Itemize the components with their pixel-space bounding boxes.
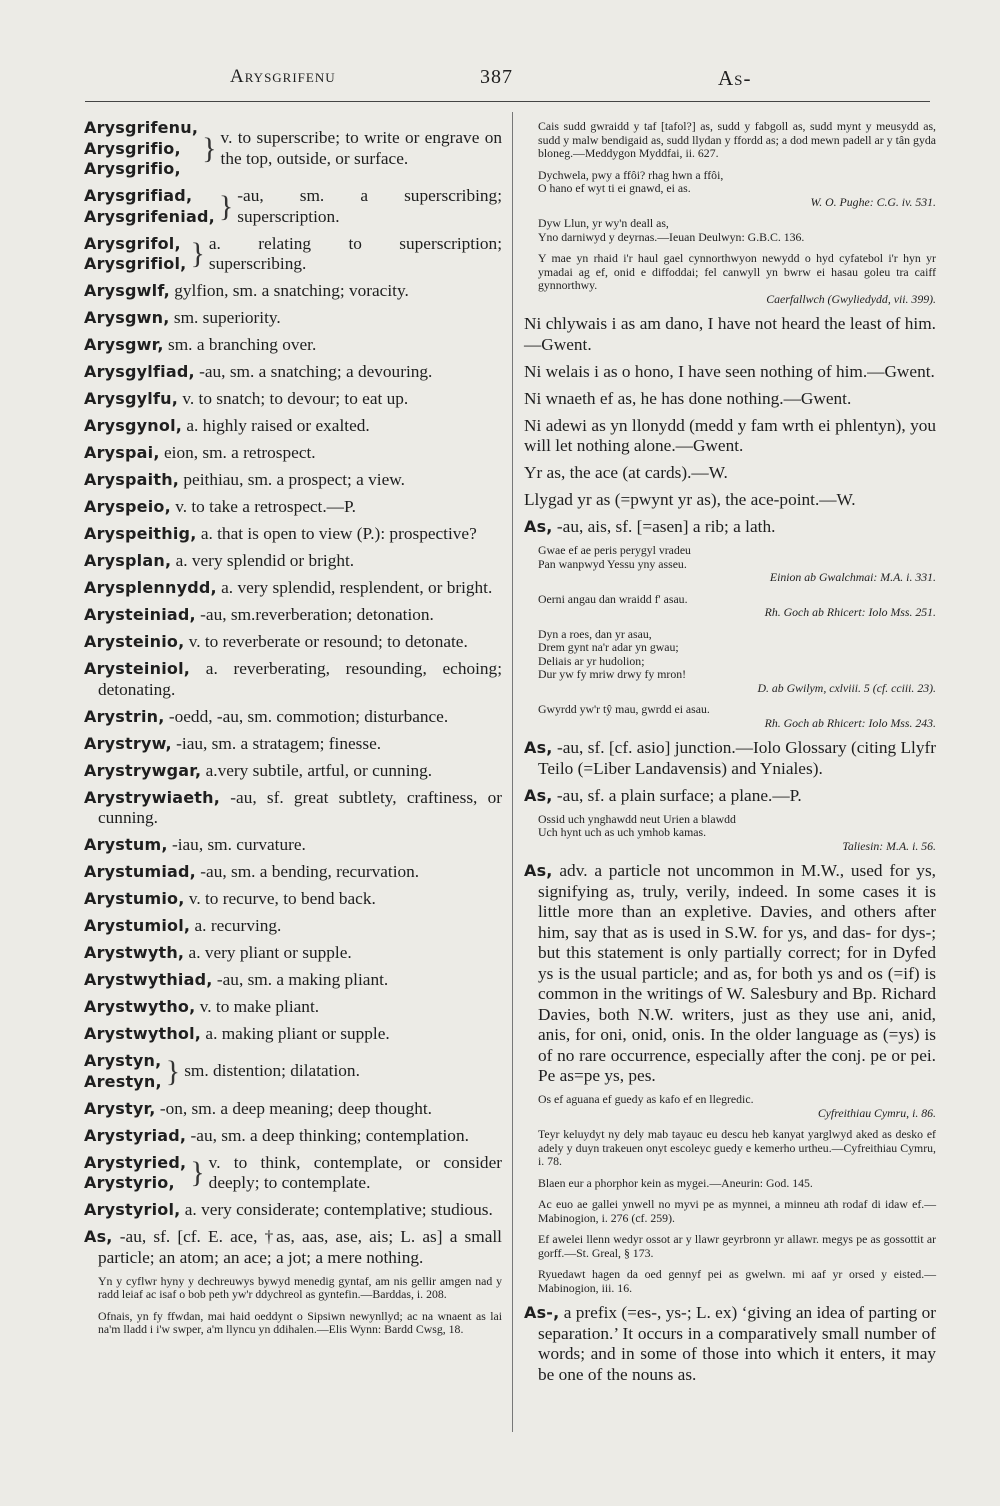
headword: Arysplan, bbox=[84, 551, 172, 570]
definition: a. very pliant or supple. bbox=[188, 943, 352, 962]
quotation bbox=[538, 544, 936, 585]
dictionary-entry bbox=[84, 970, 502, 991]
dictionary-entry bbox=[84, 605, 502, 626]
entry-list bbox=[84, 1200, 502, 1268]
quotation-line: Ef awelei llenn wedyr ossot ar y llawr geyrbronn yr allawr. megys pe as gossottit ar gorff.—St. Greal, § 173. bbox=[538, 1232, 936, 1260]
quotation-line: Uch hynt uch as uch ymhob kamas. bbox=[538, 825, 707, 839]
definition: a. reverberating, resounding, echoing; detonating. bbox=[98, 659, 502, 699]
dictionary-entry bbox=[84, 362, 502, 383]
headword: Arystyried, bbox=[84, 1152, 187, 1172]
quotation bbox=[538, 593, 936, 620]
definition: sm. a branching over. bbox=[168, 335, 317, 354]
definition: a. making pliant or supple. bbox=[205, 1024, 390, 1043]
entry-group-arysgrifol bbox=[84, 234, 502, 275]
dictionary-entry bbox=[84, 707, 502, 728]
quotation-source: W. O. Pughe: C.G. iv. 531. bbox=[810, 194, 936, 209]
entry-group-arystyried bbox=[84, 1153, 502, 1194]
quotation-line: Y mae yn rhaid i'r haul gael cynnorthwyon newydd o hyd cyfatebol i'r hyn yr ymadai ag ef, onid e diffoddai; fel canwyll yn bwrw ei hasau goleu tra caiff gynnorthwy. bbox=[538, 251, 936, 292]
dictionary-entry bbox=[84, 524, 502, 545]
dictionary-entry bbox=[84, 308, 502, 329]
dictionary-entry bbox=[84, 788, 502, 829]
brace-icon: } bbox=[165, 1054, 181, 1088]
quotation-line: Ofnais, yn fy ffwdan, mai haid oeddynt o Sipsiwn newynllyd; ac na wnaent as lai na'm lladd i i'w swper, a'm llyncu yn ddihalen.—Elis Wynn: Bardd Cwsg, 18. bbox=[98, 1308, 502, 1336]
definition: v. to recurve, to bend back. bbox=[188, 889, 376, 908]
quotation-line: Blaen eur a phorphor kein as mygei.—Aneurin: God. 145. bbox=[538, 1175, 813, 1190]
quotation-line: Drem gynt na'r adar yn gwau; bbox=[538, 640, 679, 654]
entry-list bbox=[84, 1099, 502, 1147]
definition: a. very splendid, resplendent, or bright. bbox=[221, 578, 493, 597]
headword: Arystwyth, bbox=[84, 943, 185, 962]
dictionary-entry bbox=[84, 943, 502, 964]
entry-list bbox=[84, 281, 502, 1045]
quotation-line: Ossid uch ynghawdd neut Urien a blawdd bbox=[538, 811, 736, 826]
quotation bbox=[538, 628, 936, 696]
dictionary-entry bbox=[84, 335, 502, 356]
headword: Arysgrifio, bbox=[84, 159, 181, 178]
definition: -au, sm. a making pliant. bbox=[216, 970, 389, 989]
quotation-line: Os ef aguana ef guedy as kafo ef en llegredic. bbox=[538, 1092, 754, 1106]
dictionary-entry bbox=[524, 517, 936, 538]
definition: -oedd, -au, sm. commotion; disturbance. bbox=[168, 706, 449, 726]
headword: As, bbox=[524, 861, 553, 880]
quotation bbox=[538, 217, 936, 244]
quotation bbox=[538, 1093, 936, 1120]
headword: As-, bbox=[524, 1303, 560, 1322]
dictionary-entry bbox=[84, 443, 502, 464]
headword: Arysgrifiad, bbox=[84, 186, 193, 205]
quotation-line: Yn y cyflwr hyny y dechreuwys bywyd menedig gyntaf, am nis gellir amgen nad y radd leiaf ac isaf o bob peth yw'r ddychreol as gyntefin.—Barddas, i. 208. bbox=[98, 1273, 502, 1301]
headword: Arysteiniol, bbox=[84, 659, 191, 678]
page-number: 387 bbox=[480, 66, 513, 88]
dictionary-entry bbox=[84, 281, 502, 302]
headword: Arystwytho, bbox=[84, 997, 196, 1016]
quotation-line: Gwyrdd yw'r tŷ mau, gwrdd ei asau. bbox=[538, 702, 710, 716]
dictionary-entry bbox=[84, 1126, 502, 1147]
headword: Arysgrifio, bbox=[84, 138, 181, 158]
right-column bbox=[524, 118, 936, 1392]
quotation-line: Teyr keluydyt ny dely mab tayauc eu descu heb kanyat yarglwyd aked as desko ef adely y duyn trakeuen onyt escoleyc guedy e kemerho urtheu.—Cyfreithiau Cymru, i. 78. bbox=[538, 1127, 936, 1168]
quotation bbox=[98, 1275, 502, 1302]
definition: v. to take a retrospect.—P. bbox=[175, 497, 356, 516]
dictionary-entry bbox=[524, 861, 936, 1087]
dictionary-entry bbox=[84, 1024, 502, 1045]
quotation-list bbox=[524, 544, 936, 730]
quotation-line: Dur yw fy mriw drwy fy mron! bbox=[538, 667, 687, 681]
headword: Aryspeithig, bbox=[84, 524, 197, 543]
definition: a. highly raised or exalted. bbox=[186, 416, 370, 435]
headword: Arystumiol, bbox=[84, 916, 191, 935]
example-list bbox=[524, 314, 936, 511]
definition: a. very splendid or bright. bbox=[175, 551, 355, 570]
definition: v. to make pliant. bbox=[199, 997, 320, 1016]
column-divider bbox=[512, 112, 513, 1432]
running-head-right: As- bbox=[718, 66, 752, 90]
headword: Arysgrifeniad, bbox=[84, 206, 215, 226]
quotation-line: Ryuedawt hagen da oed gennyf pei as gwelwn. mi aaf yr orsed y eisted.—Mabinogion, iii. 16. bbox=[538, 1267, 936, 1295]
definition: -iau, sm. curvature. bbox=[171, 835, 306, 854]
quotation-line: Yno darniwyd y deyrnas.—Ieuan Deulwyn: G.B.C. 136. bbox=[538, 229, 805, 244]
dictionary-entry bbox=[84, 470, 502, 491]
definition: -au, sm. a snatching; a devouring. bbox=[199, 362, 433, 381]
dictionary-entry bbox=[524, 786, 936, 807]
dictionary-entry bbox=[84, 997, 502, 1018]
headword: Arystrin, bbox=[84, 706, 165, 726]
brace-icon: } bbox=[202, 131, 217, 165]
quotation bbox=[98, 1310, 502, 1337]
definition: -au, sf. a plain surface; a plane.—P. bbox=[556, 785, 802, 805]
brace-icon: } bbox=[190, 237, 205, 270]
headword: Arystrywiaeth, bbox=[84, 787, 221, 807]
quotation-line: Ac euo ae gallei ynwell no myvi pe as mynnei, a minneu ath rodaf di idaw ef.—Mabinogion, i. 276 (cf. 259). bbox=[538, 1197, 936, 1225]
headword: Arystum, bbox=[84, 835, 168, 854]
definition: a prefix (=es-, ys-; L. ex) ‘giving an idea of parting or separation.’ It occurs in a comparatively small number of words; and in some of those into which it enters, it may be one of the nouns as. bbox=[538, 1303, 936, 1384]
dictionary-entry bbox=[84, 578, 502, 599]
dictionary-entry bbox=[84, 734, 502, 755]
dictionary-entry bbox=[84, 416, 502, 437]
dictionary-entry bbox=[84, 1227, 502, 1268]
header-rule bbox=[85, 101, 930, 102]
left-column bbox=[84, 118, 502, 1345]
headword: As, bbox=[84, 1227, 113, 1246]
running-head-left: Arysgrifenu bbox=[230, 66, 336, 87]
usage-example: Ni welais i as o hono, I have seen nothing of him.—Gwent. bbox=[524, 361, 935, 381]
definition: -au, sm. a bending, recurvation. bbox=[200, 862, 420, 881]
dictionary-entry bbox=[84, 761, 502, 782]
definition: v. to think, contemplate, or consider deeply; to contemplate. bbox=[208, 1152, 502, 1192]
headword: Arysgrifol, bbox=[84, 233, 181, 253]
usage-example: Ni adewi as yn llonydd (medd y fam wrth ei phlentyn), you will let nothing alone.—Gwent. bbox=[524, 415, 936, 455]
headword: Arystwythiad, bbox=[84, 970, 213, 989]
definition: sm. superiority. bbox=[173, 308, 281, 327]
definition: a. relating to superscription; superscribing. bbox=[208, 233, 502, 273]
headword: Arystumio, bbox=[84, 889, 185, 908]
quotation-line: Dyn a roes, dan yr asau, bbox=[538, 626, 652, 641]
dictionary-entry bbox=[84, 1099, 502, 1120]
dictionary-entry bbox=[524, 738, 936, 779]
usage-example: Ni wnaeth ef as, he has done nothing.—Gwent. bbox=[524, 388, 852, 408]
definition: v. to reverberate or resound; to detonate. bbox=[188, 632, 468, 651]
headword: Arystwythol, bbox=[84, 1024, 202, 1043]
quotation-list bbox=[84, 1275, 502, 1337]
headword: Arystyriol, bbox=[84, 1200, 181, 1219]
definition: v. to superscribe; to write or engrave on the top, outside, or surface. bbox=[220, 128, 502, 168]
headword: Aryspaith, bbox=[84, 470, 180, 489]
headword: Arysgylfu, bbox=[84, 389, 179, 408]
headword: Arystyr, bbox=[84, 1098, 156, 1118]
quotation bbox=[538, 1233, 936, 1260]
headword: Arystyn, bbox=[84, 1051, 162, 1070]
quotation-source: D. ab Gwilym, cxlviii. 5 (cf. cciii. 23). bbox=[757, 680, 936, 695]
dictionary-entry bbox=[84, 862, 502, 883]
quotation-list bbox=[524, 120, 936, 306]
dictionary-entry bbox=[84, 551, 502, 572]
dictionary-entry bbox=[84, 659, 502, 700]
definition: -au, sf. [cf. asio] junction.—Iolo Glossary (citing Llyfr Teilo (=Liber Landavensis) and Yniales). bbox=[538, 738, 936, 778]
entry-group-arysgrifiad bbox=[84, 186, 502, 227]
quotation bbox=[538, 169, 936, 210]
quotation-line: Dyw Llun, yr wy'n deall as, bbox=[538, 216, 669, 230]
entry-group-arysgrifenu bbox=[84, 118, 502, 180]
definition: -on, sm. a deep meaning; deep thought. bbox=[159, 1098, 432, 1118]
quotation-source: Taliesin: M.A. i. 56. bbox=[842, 838, 936, 853]
quotation-line: Pan wanpwyd Yessu yny asseu. bbox=[538, 556, 687, 571]
headword: Arysgynol, bbox=[84, 416, 183, 435]
headword: As, bbox=[524, 517, 553, 536]
quotation bbox=[538, 1177, 936, 1191]
headword: Aryspai, bbox=[84, 443, 160, 462]
dictionary-entry bbox=[524, 1303, 936, 1385]
quotation bbox=[538, 813, 936, 854]
definition: v. to snatch; to devour; to eat up. bbox=[182, 389, 409, 408]
definition: adv. a particle not uncommon in M.W., used for ys, signifying as, truly, verily, indeed. In some cases it is little more than an expletive. Davies, and others after him, say that as is used in S.W. for ys, and das- for dys-; but this statement is only partially correct; for in Dyfed ys is the usual particle; and as, for both ys and os (=if) is common in the writings of W. Salesbury and Bp. Richard Davies, both N.W. writers, just as they use ani, anid, anis, for oni, onid, onis. In the older language as (=ys) is of no rare occurrence, especially after the conj. pe or pei. Pe as=pe ys, pes. bbox=[538, 861, 936, 1085]
quotation-line: Gwae ef ae peris perygyl vradeu bbox=[538, 543, 691, 557]
definition: sm. distention; dilatation. bbox=[184, 1061, 360, 1081]
quotation-line: Cais sudd gwraidd y taf [tafol?] as, sudd y fabgoll as, sudd mynt y meusydd as, sudd y malw bendigaid as, sudd llydan y ffordd as; a dod mewn padell ar y tân gyda bloneg.—Meddygon Myddfai, ii. 627. bbox=[538, 119, 936, 160]
headword: Arestyn, bbox=[84, 1071, 162, 1091]
definition: -au, sf. great subtlety, craftiness, or cunning. bbox=[98, 787, 502, 827]
definition: eion, sm. a retrospect. bbox=[163, 443, 316, 462]
dictionary-entry bbox=[84, 889, 502, 910]
headword: Arysgwr, bbox=[84, 335, 164, 354]
dictionary-entry bbox=[84, 835, 502, 856]
quotation-line: O hano ef wyt ti ei gnawd, ei as. bbox=[538, 181, 691, 195]
headword: As, bbox=[524, 785, 553, 805]
definition: -au, sm. a deep thinking; contemplation. bbox=[190, 1125, 469, 1145]
usage-example: Llygad yr as (=pwynt yr as), the ace-point.—W. bbox=[524, 490, 856, 509]
headword: Aryspeio, bbox=[84, 497, 171, 516]
definition: a. recurving. bbox=[194, 916, 282, 935]
headword: Arystyrio, bbox=[84, 1173, 175, 1192]
definition: -iau, sm. a stratagem; finesse. bbox=[176, 733, 382, 753]
headword: Arysgylfiad, bbox=[84, 362, 195, 381]
definition: a.very subtile, artful, or cunning. bbox=[205, 760, 433, 780]
headword: Arysgrifenu, bbox=[84, 118, 199, 137]
quotation-source: Rh. Goch ab Rhicert: Iolo Mss. 243. bbox=[764, 715, 936, 730]
quotation-source: Einion ab Gwalchmai: M.A. i. 331. bbox=[769, 570, 936, 584]
definition: -au, sm.reverberation; detonation. bbox=[200, 605, 434, 624]
quotation-source: Rh. Goch ab Rhicert: Iolo Mss. 251. bbox=[764, 605, 936, 619]
quotation bbox=[538, 1268, 936, 1295]
quotation bbox=[538, 120, 936, 161]
definition: a. very considerate; contemplative; studious. bbox=[184, 1200, 493, 1219]
dictionary-entry bbox=[84, 1200, 502, 1221]
usage-example: Yr as, the ace (at cards).—W. bbox=[524, 463, 728, 482]
quotation-source: Cyfreithiau Cymru, i. 86. bbox=[817, 1105, 936, 1120]
headword: Arysteiniad, bbox=[84, 605, 196, 624]
headword: Arystrywgar, bbox=[84, 760, 202, 780]
usage-example: Ni chlywais i as am dano, I have not heard the least of him.—Gwent. bbox=[524, 314, 936, 354]
quotation-list bbox=[524, 813, 936, 854]
definition: gylfion, sm. a snatching; voracity. bbox=[174, 281, 409, 300]
headword: Arysplennydd, bbox=[84, 578, 217, 597]
definition: -au, ais, sf. [=asen] a rib; a lath. bbox=[556, 517, 776, 536]
headword: Arystumiad, bbox=[84, 862, 196, 881]
headword: Arysteinio, bbox=[84, 632, 185, 651]
dictionary-entry bbox=[84, 916, 502, 937]
quotation bbox=[538, 1198, 936, 1225]
definition: -au, sm. a superscribing; superscription. bbox=[237, 186, 502, 226]
quotation bbox=[538, 703, 936, 730]
headword: Arystryw, bbox=[84, 733, 172, 753]
quotation bbox=[538, 252, 936, 306]
brace-icon: } bbox=[218, 189, 234, 223]
dictionary-entry bbox=[84, 632, 502, 653]
brace-icon: } bbox=[190, 1156, 205, 1189]
quotation-list bbox=[524, 1093, 936, 1295]
quotation bbox=[538, 1128, 936, 1169]
dictionary-entry bbox=[84, 389, 502, 410]
definition: a. that is open to view (P.): prospective? bbox=[200, 524, 477, 543]
headword: Arystyriad, bbox=[84, 1125, 187, 1145]
definition: -au, sf. [cf. E. ace, †as, aas, ase, ais; L. as] a small particle; an atom; an ace; a jot; a mere nothing. bbox=[98, 1227, 502, 1267]
dictionary-entry bbox=[84, 497, 502, 518]
quotation-line: Deliais ar yr hudolion; bbox=[538, 653, 645, 668]
definition: peithiau, sm. a prospect; a view. bbox=[183, 470, 405, 489]
headword: Arysgwn, bbox=[84, 308, 170, 327]
quotation-line: Oerni angau dan wraidd f' asau. bbox=[538, 591, 688, 606]
quotation-line: Dychwela, pwy a ffôi? rhag hwn a ffôi, bbox=[538, 167, 724, 182]
entry-group-arystyn bbox=[84, 1051, 502, 1092]
headword: As, bbox=[524, 738, 553, 757]
headword: Arysgrifiol, bbox=[84, 254, 187, 273]
quotation-source: Caerfallwch (Gwyliedydd, vii. 399). bbox=[766, 291, 936, 306]
headword: Arysgwlf, bbox=[84, 281, 170, 300]
